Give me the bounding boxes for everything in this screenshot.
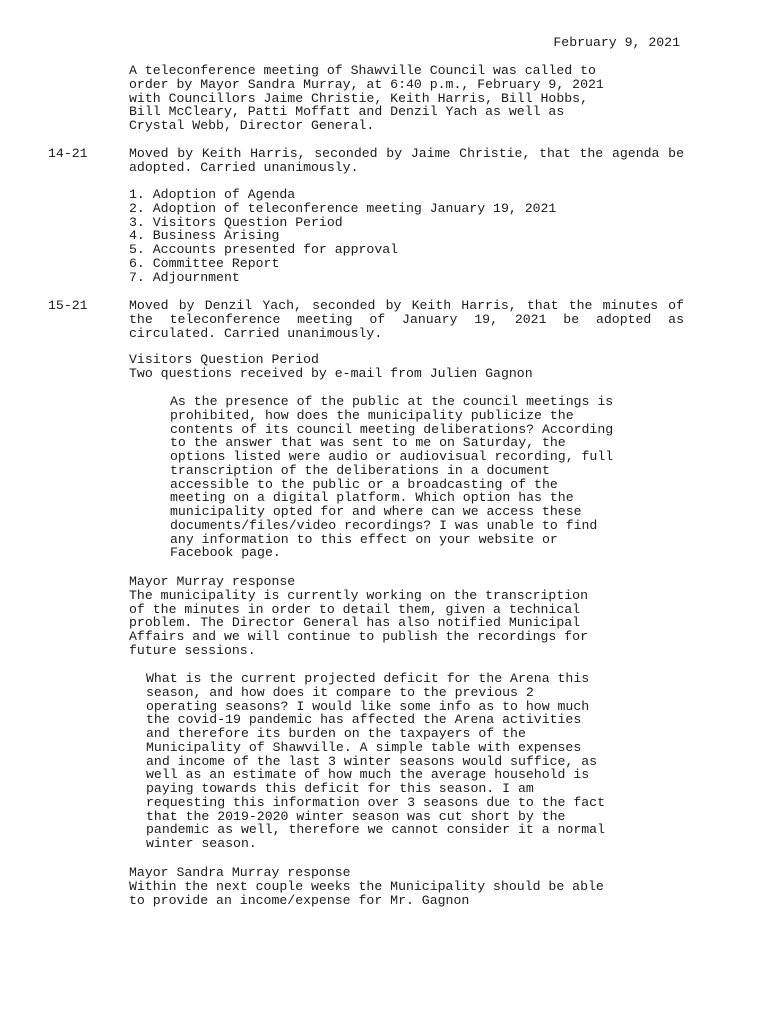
text-line: any information to this effect on your website or — [170, 531, 558, 547]
text-line: Within the next couple weeks the Municipality should be able — [129, 878, 604, 894]
text-line: the covid-19 pandemic has affected the Arena activities — [146, 712, 582, 728]
text-line: operating seasons? I would like some info as to how much — [146, 698, 590, 714]
text-line: winter season. — [146, 836, 257, 851]
text-line: contents of its council meeting deliberations? According — [170, 421, 614, 437]
text-line: transcription of the deliberations in a document — [170, 462, 550, 478]
agenda-item: 3. Visitors Question Period — [129, 214, 343, 230]
text-line: that the 2019-2020 winter season was cut short by the — [146, 808, 566, 824]
text-line: municipality opted for and where can we access these — [170, 504, 582, 519]
text-line: to the answer that was sent to me on Saturday, the — [170, 435, 566, 451]
text-line: season, and how does it compare to the previous 2 — [146, 684, 534, 700]
agenda-item: 4. Business Arising — [129, 228, 280, 244]
agenda-item: 1. Adoption of Agenda — [129, 187, 296, 202]
response-2 — [129, 866, 699, 907]
resolution-number: 14-21 — [48, 146, 88, 161]
text-line: well as an estimate of how much the average household is — [146, 767, 590, 783]
question-2 — [146, 672, 676, 851]
resolution-number: 15-21 — [48, 298, 88, 313]
response-heading: Mayor Sandra Murray response — [129, 865, 351, 880]
text-line: options listed were audio or audiovisual recording, full — [170, 449, 614, 464]
text-line: and therefore its burden on the taxpayers of the — [146, 726, 526, 741]
response-1 — [129, 575, 684, 658]
text-line: paying towards this deficit for this season. I am — [146, 781, 534, 796]
resolution-text: Moved by Keith Harris, seconded by Jaime Christie, that the agenda be adopted. Carried unanimously. — [129, 146, 684, 175]
intro-paragraph — [129, 64, 684, 133]
question-1 — [170, 395, 680, 560]
text-line: requesting this information over 3 seasons due to the fact — [146, 794, 605, 810]
text-line: What is the current projected deficit for the Arena this — [146, 671, 590, 686]
response-heading: Mayor Murray response — [129, 574, 296, 589]
section-subheading: Two questions received by e-mail from Julien Gagnon — [129, 365, 533, 381]
text-line: Affairs and we will continue to publish the recordings for — [129, 629, 588, 644]
text-line: with Councillors Jaime Christie, Keith Harris, Bill Hobbs, — [129, 90, 588, 106]
text-line: meeting on a digital platform. Which option has the — [170, 490, 574, 506]
text-line: Crystal Webb, Director General. — [129, 118, 375, 133]
section-heading: Visitors Question Period — [129, 352, 319, 367]
agenda-item: 2. Adoption of teleconference meeting January 19, 2021 — [129, 200, 557, 216]
text-line: of the minutes in order to detail them, given a technical — [129, 601, 581, 617]
text-line: prohibited, how does the municipality publicize the — [170, 407, 574, 423]
text-line: order by Mayor Sandra Murray, at 6:40 p.m., February 9, 2021 — [129, 76, 604, 92]
text-line: Facebook page. — [170, 545, 281, 561]
text-line: The municipality is currently working on the transcription — [129, 587, 588, 603]
text-line: pandemic as well, therefore we cannot consider it a normal — [146, 822, 605, 838]
agenda-list — [129, 188, 684, 284]
text-line: Bill McCleary, Patti Moffatt and Denzil Yach as well as — [129, 104, 565, 120]
agenda-item: 5. Accounts presented for approval — [129, 242, 399, 257]
resolution-text: Moved by Denzil Yach, seconded by Keith Harris, that the minutes of the teleconference meeting of January 19, 2021 be adopted as circulated. Carried unanimously. — [129, 298, 684, 341]
text-line: documents/files/video recordings? I was unable to find — [170, 517, 598, 533]
text-line: As the presence of the public at the council meetings is — [170, 394, 614, 409]
text-line: to provide an income/expense for Mr. Gagnon — [129, 892, 470, 908]
text-line: A teleconference meeting of Shawville Council was called to — [129, 63, 596, 78]
agenda-item: 6. Committee Report — [129, 255, 280, 271]
text-line: accessible to the public or a broadcasting of the — [170, 476, 558, 492]
agenda-item: 7. Adjournment — [129, 269, 240, 285]
visitors-section — [129, 353, 684, 381]
text-line: Municipality of Shawville. A simple table with expenses — [146, 739, 582, 755]
page-date: February 9, 2021 — [553, 35, 680, 50]
text-line: and income of the last 3 winter seasons would suffice, as — [146, 753, 598, 769]
text-line: future sessions. — [129, 642, 256, 658]
text-line: problem. The Director General has also notified Municipal — [129, 615, 581, 631]
